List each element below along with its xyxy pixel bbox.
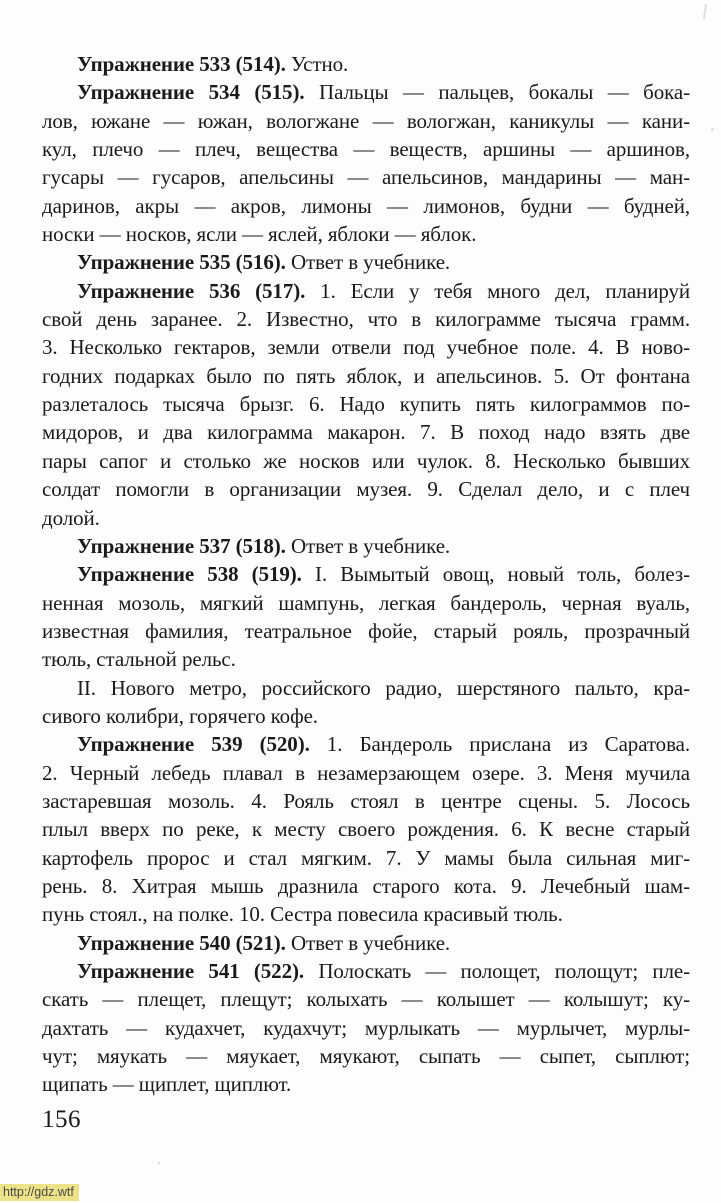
text-line: застаревшая мозоль. 4. Рояль стоял в центре сцены. 5. Лосось — [42, 788, 690, 813]
text-line: лов, южане — южан, вологжане — вологжан, каникулы — кани- — [42, 108, 690, 133]
text-line: годних подарках было по пять яблок, и апельсинов. 5. От фонтана — [42, 363, 690, 388]
page-number: 156 — [42, 1106, 81, 1133]
scan-artifact — [158, 1162, 160, 1164]
watermark-url: http://gdz.wtf — [0, 1184, 79, 1201]
text-line: долой. — [42, 505, 100, 530]
exercise-heading: Упражнение 533 (514). — [77, 52, 286, 76]
text-line: свой день заранее. 2. Известно, что в килограмме тысяча грамм. — [42, 307, 690, 332]
text-line: 3. Несколько гектаров, земли отвели под учебное поле. 4. В ново- — [42, 335, 690, 360]
text-line: носки — носков, ясли — яслей, яблоки — яблок. — [42, 222, 477, 247]
text-block — [42, 50, 690, 1099]
exercise-heading: Упражнение 541 (522). — [77, 959, 305, 983]
paragraph-ex-537 — [42, 532, 690, 560]
text-line — [42, 50, 690, 78]
text-line: известная фамилия, театральное фойе, старый рояль, прозрачный — [42, 618, 690, 643]
paragraph-roman-ii — [42, 674, 690, 731]
exercise-heading: Упражнение 534 (515). — [77, 80, 305, 105]
paragraph-ex-541 — [42, 957, 690, 1099]
paragraph-ex-534 — [42, 78, 690, 248]
paragraph-ex-540 — [42, 929, 690, 957]
text-line: сивого колибри, горячего кофе. — [42, 703, 318, 728]
line-text: Ответ в учебнике. — [290, 533, 451, 558]
line-text: Ответ в учебнике. — [290, 930, 451, 955]
paragraph-ex-539 — [42, 730, 690, 928]
text-line: разлеталось тысяча брызг. 6. Надо купить пять килограммов по- — [42, 392, 690, 417]
scan-artifact — [703, 4, 707, 19]
text-line: даринов, акры — акров, лимоны — лимонов, будни — будней, — [42, 193, 690, 218]
text-line: плыл вверх по реке, к месту своего рождения. 6. К весне старый — [42, 817, 690, 842]
line-text: II. Нового метро, российского радио, шерстяного пальто, кра- — [77, 675, 690, 700]
text-line — [42, 929, 690, 957]
exercise-heading: Упражнение 536 (517). — [77, 278, 306, 303]
line-text: Пальцы — пальцев, бокалы — бока- — [319, 80, 690, 105]
text-line: пары сапог и столько же носков или чулок. 8. Несколько бывших — [42, 448, 690, 473]
text-line — [42, 277, 690, 305]
text-line: скать — плещет, плещут; колыхать — колышет — колышут; ку- — [42, 987, 690, 1012]
line-text: Ответ в учебнике. — [290, 250, 451, 275]
text-line — [42, 78, 690, 106]
line-text: 1. Если у тебя много дел, планируй — [320, 278, 690, 303]
text-line — [42, 248, 690, 276]
text-line: рень. 8. Хитрая мышь дразнила старого кота. 9. Лечебный шам- — [42, 873, 690, 898]
line-text: I. Вымытый овощ, новый толь, болез- — [314, 562, 690, 587]
exercise-heading: Упражнение 535 (516). — [77, 250, 286, 275]
line-text: 1. Бандероль прислана из Саратова. — [326, 732, 690, 757]
text-line: ненная мозоль, мягкий шампунь, легкая бандероль, черная вуаль, — [42, 590, 690, 615]
text-line: мидоров, и два килограмма макарон. 7. В поход надо взять две — [42, 420, 690, 445]
paragraph-ex-538 — [42, 560, 690, 673]
text-line: гусары — гусаров, апельсины — апельсинов, мандарины — ман- — [42, 165, 690, 190]
text-line: пунь стоял., на полке. 10. Сестра повесила красивый тюль. — [42, 902, 563, 927]
text-line: тюль, стальной рельс. — [42, 647, 236, 672]
exercise-heading: Упражнение 540 (521). — [77, 930, 286, 955]
text-line: 2. Черный лебедь плавал в незамерзающем озере. 3. Меня мучила — [42, 760, 690, 785]
paragraph-ex-535 — [42, 248, 690, 276]
line-text: Полоскать — полощет, полощут; пле- — [318, 959, 690, 983]
text-line: солдат помогли в организации музея. 9. Сделал дело, и с плеч — [42, 477, 690, 502]
line-text: Устно. — [290, 52, 349, 76]
exercise-heading: Упражнение 539 (520). — [77, 732, 310, 757]
exercise-heading: Упражнение 537 (518). — [77, 533, 286, 558]
text-line — [42, 957, 690, 985]
exercise-heading: Упражнение 538 (519). — [77, 562, 302, 587]
text-line — [42, 674, 690, 702]
paragraph-ex-536 — [42, 277, 690, 532]
text-line — [42, 560, 690, 588]
text-line: дахтать — кудахчет, кудахчут; мурлыкать — мурлычет, мурлы- — [42, 1015, 690, 1040]
scan-artifact — [711, 128, 714, 131]
text-line — [42, 730, 690, 758]
text-line: чут; мяукать — мяукает, мяукают, сыпать — сыпет, сыплют; — [42, 1044, 690, 1069]
text-line: щипать — щиплет, щиплют. — [42, 1072, 292, 1097]
text-line: картофель пророс и стал мягким. 7. У мамы была сильная миг- — [42, 845, 690, 870]
text-line: кул, плечо — плеч, вещества — веществ, аршины — аршинов, — [42, 137, 690, 162]
text-line — [42, 532, 690, 560]
paragraph-ex-533 — [42, 50, 690, 78]
